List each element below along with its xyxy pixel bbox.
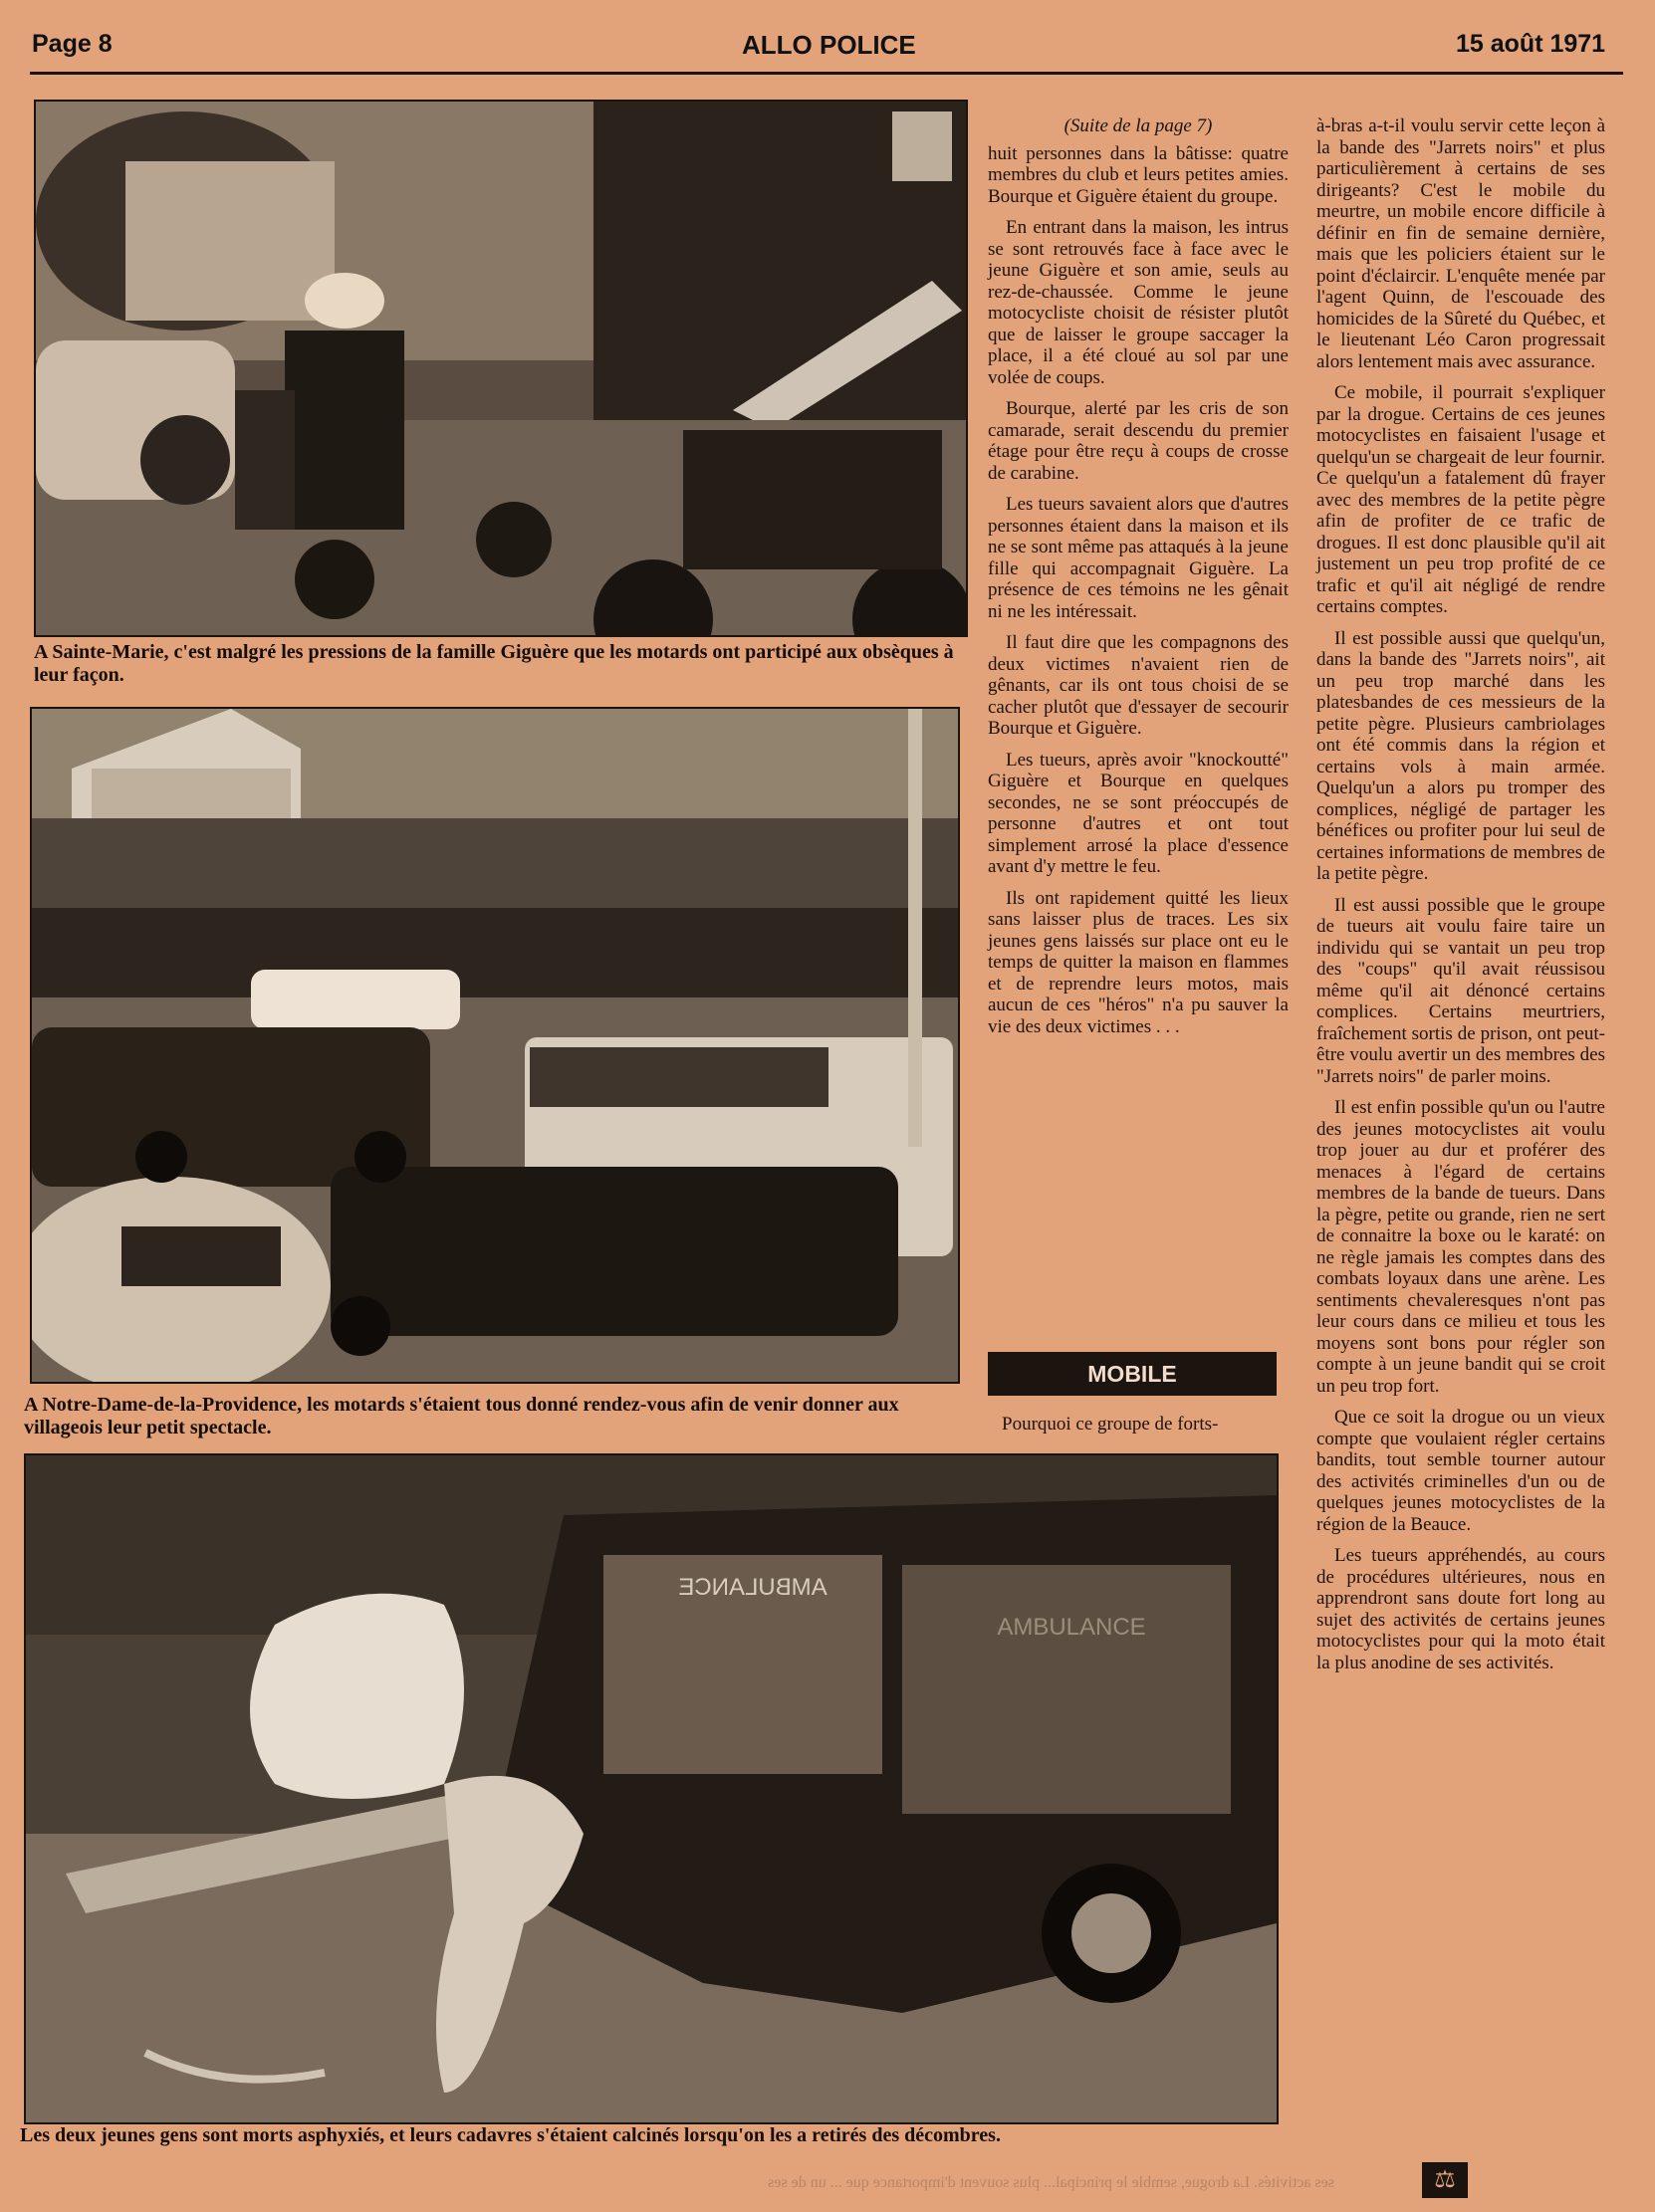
issue-date: 15 août 1971 — [1456, 30, 1606, 58]
article-paragraph: En entrant dans la maison, les intrus se sont retrouvés face à face avec le jeune Giguère et son amie, seuls au rez-de-chaussée. Comme le jeune motocycliste choisit de résister plutôt que de laisser le groupe saccager la place, il a été cloué au sol par une volée de coups. — [988, 217, 1289, 388]
scales-of-justice-icon: ⚖ — [1422, 2162, 1468, 2198]
photo-cars-notre-dame — [30, 707, 960, 1384]
newspaper-title: ALLO POLICE — [742, 30, 916, 60]
article-paragraph: Il faut dire que les compagnons des deux victimes n'avaient rien de gênants, car ils ont tous choisi de se cacher plutôt que d'essayer de secourir Bourque et Giguère. — [988, 632, 1289, 739]
article-paragraph: Ils ont rapidement quitté les lieux sans laisser plus de traces. Les six jeunes gens laissés sur place ont eu le temps de quitter la maison en flammes et de reprendre leurs motos, mais aucun de ces "héros" n'a pu sauver la vie des deux victimes . . . — [988, 887, 1289, 1037]
article-column-2 — [1316, 115, 1605, 1683]
footer-bleed-through-text: ses activités. La drogue, semble le principal... plus souvent d'importance que ... un de ses — [768, 2174, 1334, 2191]
article-paragraph: Les tueurs appréhendés, au cours de procédures ultérieures, nous en apprendront sans doute fort long au sujet des activités de certains jeunes motocyclistes pour qui la moto était la plus anodine de ses activités. — [1316, 1545, 1605, 1673]
article-paragraph: Que ce soit la drogue ou un vieux compte que voulaient régler certains bandits, tout semble tourner autour des activités criminelles d'un ou de quelques jeunes motocyclistes de la région de la Beauce. — [1316, 1407, 1605, 1535]
article-paragraph: huit personnes dans la bâtisse: quatre membres du club et leurs petites amies. Bourque et Giguère étaient du groupe. — [988, 142, 1289, 207]
article-paragraph: Il est possible aussi que quelqu'un, dans la bande des "Jarrets noirs", ait un peu trop marché dans les platesbandes de ces messieurs de la petite pègre. Plusieurs cambriolages ont été commis dans la région et certains vols à main armée. Quelqu'un a alors pu tromper des complices, négligé de partager les bénéfices ou profiter pour lui seul de certaines informations de membres de la petite pègre. — [1316, 627, 1605, 884]
mobile-intro: Pourquoi ce groupe de forts- — [1002, 1414, 1219, 1435]
article-paragraph: à-bras a-t-il voulu servir cette leçon à la bande des "Jarrets noirs" et plus particulièrement à certains de ses dirigeants? C'est le mobile du meurtre, un mobile encore difficile à définir en fin de semaine dernière, mais que les policiers étaient sur le point d'éclaircir. L'enquête menée par l'agent Quinn, de l'escouade des homicides de la Sûreté du Québec, et le lieutenant Léo Caron progressait alors lentement mais avec assurance. — [1316, 115, 1605, 372]
ambulance-rear-sign: AMBULANCE — [678, 1574, 828, 1601]
article-paragraph: Il est enfin possible qu'un ou l'autre des jeunes motocyclistes ait voulu trop jouer au dur et proférer des menaces à l'égard de certains membres de la bande de tueurs. Dans la pègre, petite ou grande, rien ne sert de connaitre la boxe ou le karaté: on ne règle jamais les comptes dans des combats loyaux dans une arène. Les sentiments chevaleresques n'ont pas leur cours dans ce milieu et tous les moyens sont bons pour régler son compte à un jeune bandit qui se croit un peu trop fort. — [1316, 1097, 1605, 1397]
caption-photo-3: Les deux jeunes gens sont morts asphyxiés, et leurs cadavres s'étaient calcinés lorsqu'on les a retirés des décombres. — [20, 2124, 1001, 2146]
caption-photo-1: A Sainte-Marie, c'est malgré les pressions de la famille Giguère que les motards ont participé aux obsèques à leur façon. — [34, 641, 954, 686]
article-paragraph: Ce mobile, il pourrait s'expliquer par la drogue. Certains de ces jeunes motocyclistes en faisaient l'usage et quelqu'un se chargeait de leur fournir. Ce quelqu'un a fatalement dû frayer avec des membres de la petite pègre afin de profiter de ce trafic de drogues. Il est donc plausible qu'il ait justement un peu trop profité de ce trafic et qu'il ait négligé de rendre certains comptes. — [1316, 382, 1605, 617]
article-paragraph: Bourque, alerté par les cris de son camarade, serait descendu du premier étage pour être reçu à coups de crosse de carabine. — [988, 398, 1289, 484]
continued-from-note: (Suite de la page 7) — [1064, 115, 1213, 136]
article-paragraph: Il est aussi possible que le groupe de tueurs ait voulu faire taire un individu qui se vantait un peu trop des "coups" qu'il avait réussisou même qu'il ait dénoncé certains complices. Certains meurtriers, fraîchement sortis de prison, ont peut-être voulu avertir un des membres des "Jarrets noirs" de parler moins. — [1316, 894, 1605, 1087]
photo-motorcycles-sainte-marie — [34, 100, 968, 637]
article-column-1 — [988, 115, 1289, 1047]
article-paragraph: Les tueurs savaient alors que d'autres personnes étaient dans la maison et ils ne se sont même pas attaqués à la jeune fille qui accompagnait Giguère. La présence de ces témoins ne les gênait ni ne les intéressait. — [988, 494, 1289, 622]
article-paragraph: Les tueurs, après avoir "knockoutté" Giguère et Bourque en quelques secondes, ne se sont préoccupés de personne d'autres et ont tout simplement arrosé la place d'essence avant d'y mettre le feu. — [988, 749, 1289, 877]
ambulance-side-sign: AMBULANCE — [997, 1614, 1146, 1641]
section-heading-mobile: MOBILE — [988, 1352, 1277, 1396]
page-number: Page 8 — [32, 30, 113, 58]
header-rule — [30, 72, 1623, 75]
photo-ambulance — [24, 1453, 1279, 2124]
caption-photo-2: A Notre-Dame-de-la-Providence, les motards s'étaient tous donné rendez-vous afin de venir donner aux villageois leur petit spectacle. — [24, 1394, 899, 1438]
